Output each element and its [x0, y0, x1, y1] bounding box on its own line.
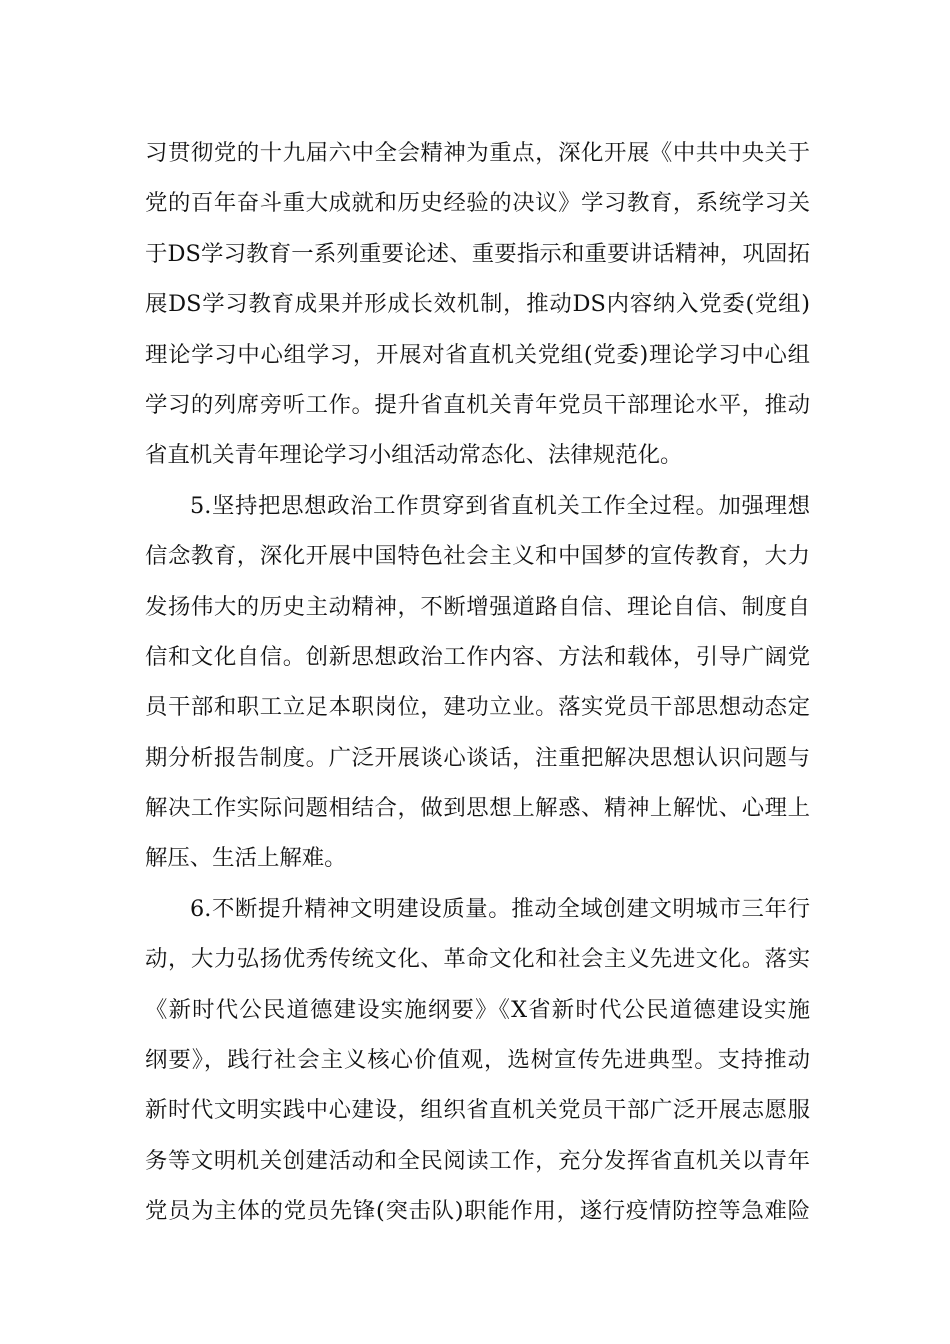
paragraph-5-heading-line: 5.坚持把思想政治工作贯穿到省直机关工作全过程。加强理想	[190, 492, 810, 519]
text-line: 党的百年奋斗重大成就和历史经验的决议》学习教育，系统学习关	[145, 190, 810, 217]
text-line: 解压、生活上解难。	[145, 845, 347, 872]
text-line: 习贯彻党的十九届六中全会精神为重点，深化开展《中共中央关于	[145, 140, 810, 166]
text-line: 员干部和职工立足本职岗位，建功立业。落实党员干部思想动态定	[145, 694, 810, 721]
text-line: 解决工作实际问题相结合，做到思想上解惑、精神上解忧、心理上	[145, 795, 810, 822]
text-line: 理论学习中心组学习，开展对省直机关党组(党委)理论学习中心组	[145, 341, 810, 368]
text-line: 学习的列席旁听工作。提升省直机关青年党员干部理论水平，推动	[145, 391, 810, 418]
text-line: 期分析报告制度。广泛开展谈心谈话，注重把解决思想认识问题与	[145, 744, 810, 771]
text-line: 信念教育，深化开展中国特色社会主义和中国梦的宣传教育，大力	[145, 543, 810, 570]
text-line: 于DS学习教育一系列重要论述、重要指示和重要讲话精神，巩固拓	[145, 240, 810, 267]
paragraph-6-heading-line: 6.不断提升精神文明建设质量。推动全域创建文明城市三年行	[190, 895, 810, 922]
text-line: 党员为主体的党员先锋(突击队)职能作用，遂行疫情防控等急难险	[145, 1198, 810, 1225]
text-line: 新时代文明实践中心建设，组织省直机关党员干部广泛开展志愿服	[145, 1097, 810, 1124]
text-line: 展DS学习教育成果并形成长效机制，推动DS内容纳入党委(党组)	[145, 291, 810, 318]
text-line: 动，大力弘扬优秀传统文化、革命文化和社会主义先进文化。落实	[145, 946, 810, 973]
text-line: 纲要》，践行社会主义核心价值观，选树宣传先进典型。支持推动	[145, 1047, 810, 1074]
text-line: 省直机关青年理论学习小组活动常态化、法律规范化。	[145, 442, 683, 469]
text-line: 务等文明机关创建活动和全民阅读工作，充分发挥省直机关以青年	[145, 1147, 810, 1174]
text-line: 发扬伟大的历史主动精神，不断增强道路自信、理论自信、制度自	[145, 593, 810, 620]
text-line: 信和文化自信。创新思想政治工作内容、方法和载体，引导广阔党	[145, 643, 810, 670]
text-line: 《新时代公民道德建设实施纲要》《X省新时代公民道德建设实施	[145, 996, 810, 1023]
document-body	[145, 128, 810, 1237]
